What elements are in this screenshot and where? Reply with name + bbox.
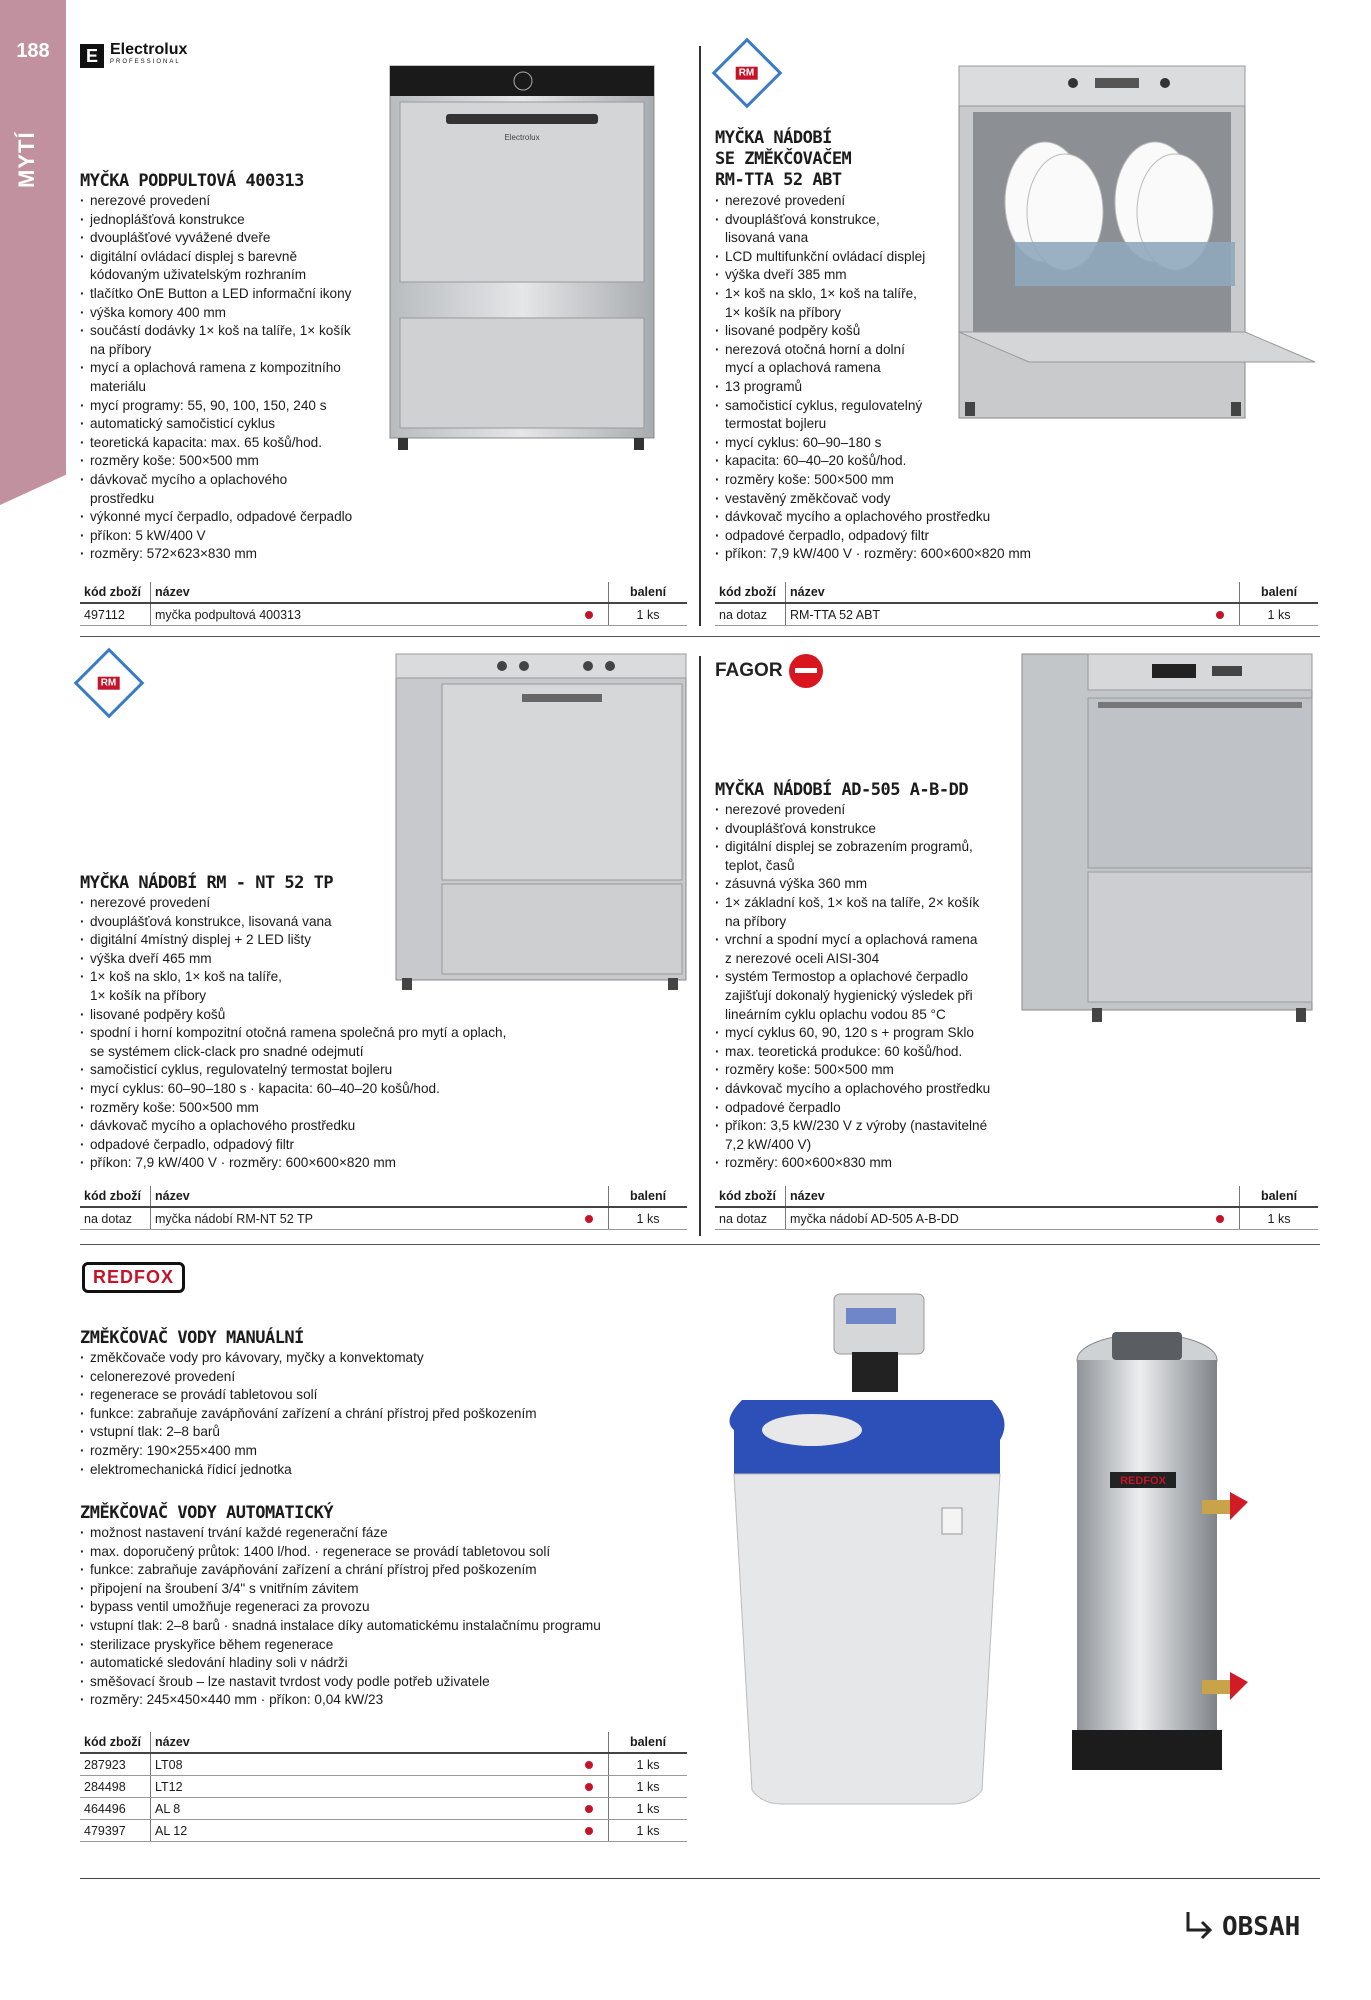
feature-item: · teoretická kapacita: max. 65 košů/hod. — [80, 434, 352, 453]
feature-item: · samočisticí cyklus, regulovatelný termostat bojleru — [715, 397, 1031, 434]
feature-item: · elektromechanická řídicí jednotka — [80, 1461, 537, 1480]
feature-item: · jednoplášťová konstrukce — [80, 211, 352, 230]
feature-item: · připojení na šroubení 3/4" s vnitřním závitem — [80, 1580, 601, 1599]
obsah-link[interactable]: OBSAH — [1182, 1910, 1300, 1944]
feature-item: · nerezové provedení — [80, 894, 506, 913]
product-title: ZMĚKČOVAČ VODY AUTOMATICKÝ — [80, 1503, 334, 1523]
feature-item: · dávkovač mycího a oplachového prostředku — [80, 471, 352, 508]
electrolux-logo: E Electrolux PROFESSIONAL — [80, 44, 187, 68]
feature-item: · digitální displej se zobrazením programů, teplot, časů — [715, 838, 990, 875]
feature-item: · vstupní tlak: 2–8 barů · snadná instalace díky automatickému instalačnímu programu — [80, 1617, 601, 1636]
row-divider — [80, 636, 1320, 637]
section-label: MYTÍ — [14, 131, 39, 188]
feature-item: · 13 programů — [715, 378, 1031, 397]
bottom-divider — [80, 1878, 1320, 1879]
feature-item: · lisované podpěry košů — [715, 322, 1031, 341]
table-row: 284498 LT12 1 ks — [80, 1776, 687, 1798]
availability-dot-icon — [585, 611, 593, 619]
availability-dot-icon — [1216, 611, 1224, 619]
feature-item: · dávkovač mycího a oplachového prostředku — [80, 1117, 506, 1136]
product-title: MYČKA PODPULTOVÁ 400313 — [80, 171, 304, 191]
feature-item: · digitální ovládací displej s barevně kódovaným uživatelským rozhraním — [80, 248, 352, 285]
feature-item: · příkon: 5 kW/400 V — [80, 527, 352, 546]
dishwasher-rm-nt-image — [392, 650, 692, 995]
feature-item: · rozměry: 245×450×440 mm · příkon: 0,04 kW/23 — [80, 1691, 601, 1710]
availability-dot-icon — [585, 1805, 593, 1813]
product-title: ZMĚKČOVAČ VODY MANUÁLNÍ — [80, 1328, 304, 1348]
fagor-mark-icon — [789, 654, 823, 688]
section-tab — [0, 0, 66, 505]
feature-item: · celonerezové provedení — [80, 1368, 537, 1387]
feature-item: · vrchní a spodní mycí a oplachová ramena z nerezové oceli AISI-304 — [715, 931, 990, 968]
feature-item: · dvouplášťové vyvážené dveře — [80, 229, 352, 248]
feature-item: · dávkovač mycího a oplachového prostředku — [715, 508, 1031, 527]
feature-item: · příkon: 3,5 kW/230 V z výroby (nastavitelné 7,2 kW/400 V) — [715, 1117, 990, 1154]
feature-item: · funkce: zabraňuje zavápňování zařízení a chrání přístroj před poškozením — [80, 1561, 601, 1580]
feature-item: · odpadové čerpadlo, odpadový filtr — [80, 1136, 506, 1155]
feature-item: · dvouplášťová konstrukce, lisovaná vana — [715, 211, 1031, 248]
feature-item: · rozměry koše: 500×500 mm — [715, 1061, 990, 1080]
feature-list — [80, 1524, 601, 1710]
feature-item: · spodní i horní kompozitní otočná ramena společná pro mytí a oplach, se systémem click-clack pro snadné odejmutí — [80, 1024, 506, 1061]
feature-item: · mycí cyklus: 60–90–180 s — [715, 434, 1031, 453]
rm-logo: RM — [712, 38, 783, 109]
feature-item: · dávkovač mycího a oplachového prostředku — [715, 1080, 990, 1099]
page-number: 188 — [16, 40, 50, 62]
arrow-return-icon — [1182, 1910, 1216, 1944]
product-code-table: kód zboží název balení 287923 LT08 1 ks 284498 LT12 1 ks 464496 AL 8 1 ks 479397 AL 12 1 ks — [80, 1732, 687, 1842]
table-row: na dotaz RM-TTA 52 ABT 1 ks — [715, 603, 1318, 626]
feature-item: · 1× základní koš, 1× koš na talíře, 2× košík na příbory — [715, 894, 990, 931]
table-row: 497112 myčka podpultová 400313 1 ks — [80, 603, 687, 626]
feature-item: · max. teoretická produkce: 60 košů/hod. — [715, 1043, 990, 1062]
table-row: 464496 AL 8 1 ks — [80, 1798, 687, 1820]
feature-item: · max. doporučený průtok: 1400 l/hod. · regenerace se provádí tabletovou solí — [80, 1543, 601, 1562]
feature-item: · rozměry: 600×600×830 mm — [715, 1154, 990, 1173]
feature-item: · tlačítko OnE Button a LED informační ikony — [80, 285, 352, 304]
feature-item: · vstupní tlak: 2–8 barů — [80, 1423, 537, 1442]
feature-item: · směšovací šroub – lze nastavit tvrdost vody podle potřeb uživatele — [80, 1673, 601, 1692]
feature-item: · 1× koš na sklo, 1× koš na talíře, 1× košík na příbory — [80, 968, 506, 1005]
product-title: MYČKA NÁDOBÍ SE ZMĚKČOVAČEM RM-TTA 52 ABT — [715, 128, 852, 190]
row-divider — [80, 1244, 1320, 1245]
feature-item: · automatický samočisticí cyklus — [80, 415, 352, 434]
feature-list — [80, 192, 352, 564]
availability-dot-icon — [585, 1827, 593, 1835]
feature-item: · vestavěný změkčovač vody — [715, 490, 1031, 509]
electrolux-front-label: Electrolux — [504, 133, 540, 142]
dishwasher-electrolux-image — [388, 62, 658, 454]
feature-item: · 1× koš na sklo, 1× koš na talíře, 1× košík na příbory — [715, 285, 1031, 322]
feature-item: · zásuvná výška 360 mm — [715, 875, 990, 894]
feature-item: · mycí cyklus: 60–90–180 s · kapacita: 60–40–20 košů/hod. — [80, 1080, 506, 1099]
feature-item: · výška dveří 465 mm — [80, 950, 506, 969]
feature-item: · nerezové provedení — [715, 801, 990, 820]
feature-item: · lisované podpěry košů — [80, 1006, 506, 1025]
feature-item: · rozměry koše: 500×500 mm — [80, 1099, 506, 1118]
water-softener-automatic-image — [712, 1290, 1022, 1810]
feature-item: · sterilizace pryskyřice během regenerace — [80, 1636, 601, 1655]
availability-dot-icon — [585, 1761, 593, 1769]
feature-item: · rozměry koše: 500×500 mm — [80, 452, 352, 471]
feature-item: · mycí a oplachová ramena z kompozitního materiálu — [80, 359, 352, 396]
feature-item: · výška komory 400 mm — [80, 304, 352, 323]
feature-item: · LCD multifunkční ovládací displej — [715, 248, 1031, 267]
table-row: 479397 AL 12 1 ks — [80, 1820, 687, 1842]
availability-dot-icon — [1216, 1215, 1224, 1223]
dishwasher-fagor-image — [1018, 650, 1318, 1028]
availability-dot-icon — [585, 1215, 593, 1223]
fagor-logo: FAGOR — [715, 654, 823, 688]
feature-item: · digitální 4místný displej + 2 LED lišty — [80, 931, 506, 950]
rm-logo: RM — [74, 648, 145, 719]
feature-item: · součástí dodávky 1× koš na talíře, 1× košík na příbory — [80, 322, 352, 359]
feature-item: · odpadové čerpadlo, odpadový filtr — [715, 527, 1031, 546]
water-softener-manual-image — [1052, 1320, 1257, 1780]
feature-item: · mycí cyklus 60, 90, 120 s + program Sklo — [715, 1024, 990, 1043]
feature-item: · rozměry: 572×623×830 mm — [80, 545, 352, 564]
feature-list — [715, 801, 990, 1173]
product-code-table: kód zboží název balení na dotaz myčka nádobí AD-505 A-B-DD 1 ks — [715, 1186, 1318, 1230]
feature-item: · systém Termostop a oplachové čerpadlo zajišťují dokonalý hygienický výsledek při lineárním cyklu oplachu vodou 85 °C — [715, 968, 990, 1024]
feature-item: · možnost nastavení trvání každé regenerační fáze — [80, 1524, 601, 1543]
feature-item: · nerezové provedení — [715, 192, 1031, 211]
table-row: na dotaz myčka nádobí RM-NT 52 TP 1 ks — [80, 1207, 687, 1230]
feature-item: · automatické sledování hladiny soli v nádrži — [80, 1654, 601, 1673]
feature-item: · výkonné mycí čerpadlo, odpadové čerpadlo — [80, 508, 352, 527]
feature-item: · bypass ventil umožňuje regeneraci za provozu — [80, 1598, 601, 1617]
product-code-table: kód zboží název balení na dotaz myčka nádobí RM-NT 52 TP 1 ks — [80, 1186, 687, 1230]
feature-item: · funkce: zabraňuje zavápňování zařízení a chrání přístroj před poškozením — [80, 1405, 537, 1424]
electrolux-mark-icon: E — [80, 44, 104, 68]
product-code-table: kód zboží název balení na dotaz RM-TTA 52 ABT 1 ks — [715, 582, 1318, 626]
feature-item: · příkon: 7,9 kW/400 V · rozměry: 600×600×820 mm — [80, 1154, 506, 1173]
feature-item: · odpadové čerpadlo — [715, 1099, 990, 1118]
feature-item: · samočisticí cyklus, regulovatelný termostat bojleru — [80, 1061, 506, 1080]
table-row: 287923 LT08 1 ks — [80, 1753, 687, 1776]
feature-item: · výška dveří 385 mm — [715, 266, 1031, 285]
feature-item: · dvouplášťová konstrukce — [715, 820, 990, 839]
dishwasher-rm-tta-image — [955, 62, 1327, 424]
availability-dot-icon — [585, 1783, 593, 1791]
product-code-table: kód zboží název balení 497112 myčka podpultová 400313 1 ks — [80, 582, 687, 626]
column-divider — [699, 656, 701, 1236]
column-divider — [699, 46, 701, 626]
softener-brand-label: REDFOX — [1120, 1475, 1166, 1487]
feature-item: · příkon: 7,9 kW/400 V · rozměry: 600×600×820 mm — [715, 545, 1031, 564]
product-title: MYČKA NÁDOBÍ AD-505 A-B-DD — [715, 780, 969, 800]
feature-item: · rozměry: 190×255×400 mm — [80, 1442, 537, 1461]
feature-item: · kapacita: 60–40–20 košů/hod. — [715, 452, 1031, 471]
redfox-logo: REDFOX — [82, 1262, 185, 1293]
feature-item: · rozměry koše: 500×500 mm — [715, 471, 1031, 490]
product-title: MYČKA NÁDOBÍ RM - NT 52 TP — [80, 873, 334, 893]
feature-item: · dvouplášťová konstrukce, lisovaná vana — [80, 913, 506, 932]
table-row: na dotaz myčka nádobí AD-505 A-B-DD 1 ks — [715, 1207, 1318, 1230]
feature-item: · změkčovače vody pro kávovary, myčky a konvektomaty — [80, 1349, 537, 1368]
feature-item: · nerezová otočná horní a dolní mycí a oplachová ramena — [715, 341, 1031, 378]
feature-item: · nerezové provedení — [80, 192, 352, 211]
feature-item: · regenerace se provádí tabletovou solí — [80, 1386, 537, 1405]
feature-list — [80, 1349, 537, 1479]
feature-item: · mycí programy: 55, 90, 100, 150, 240 s — [80, 397, 352, 416]
